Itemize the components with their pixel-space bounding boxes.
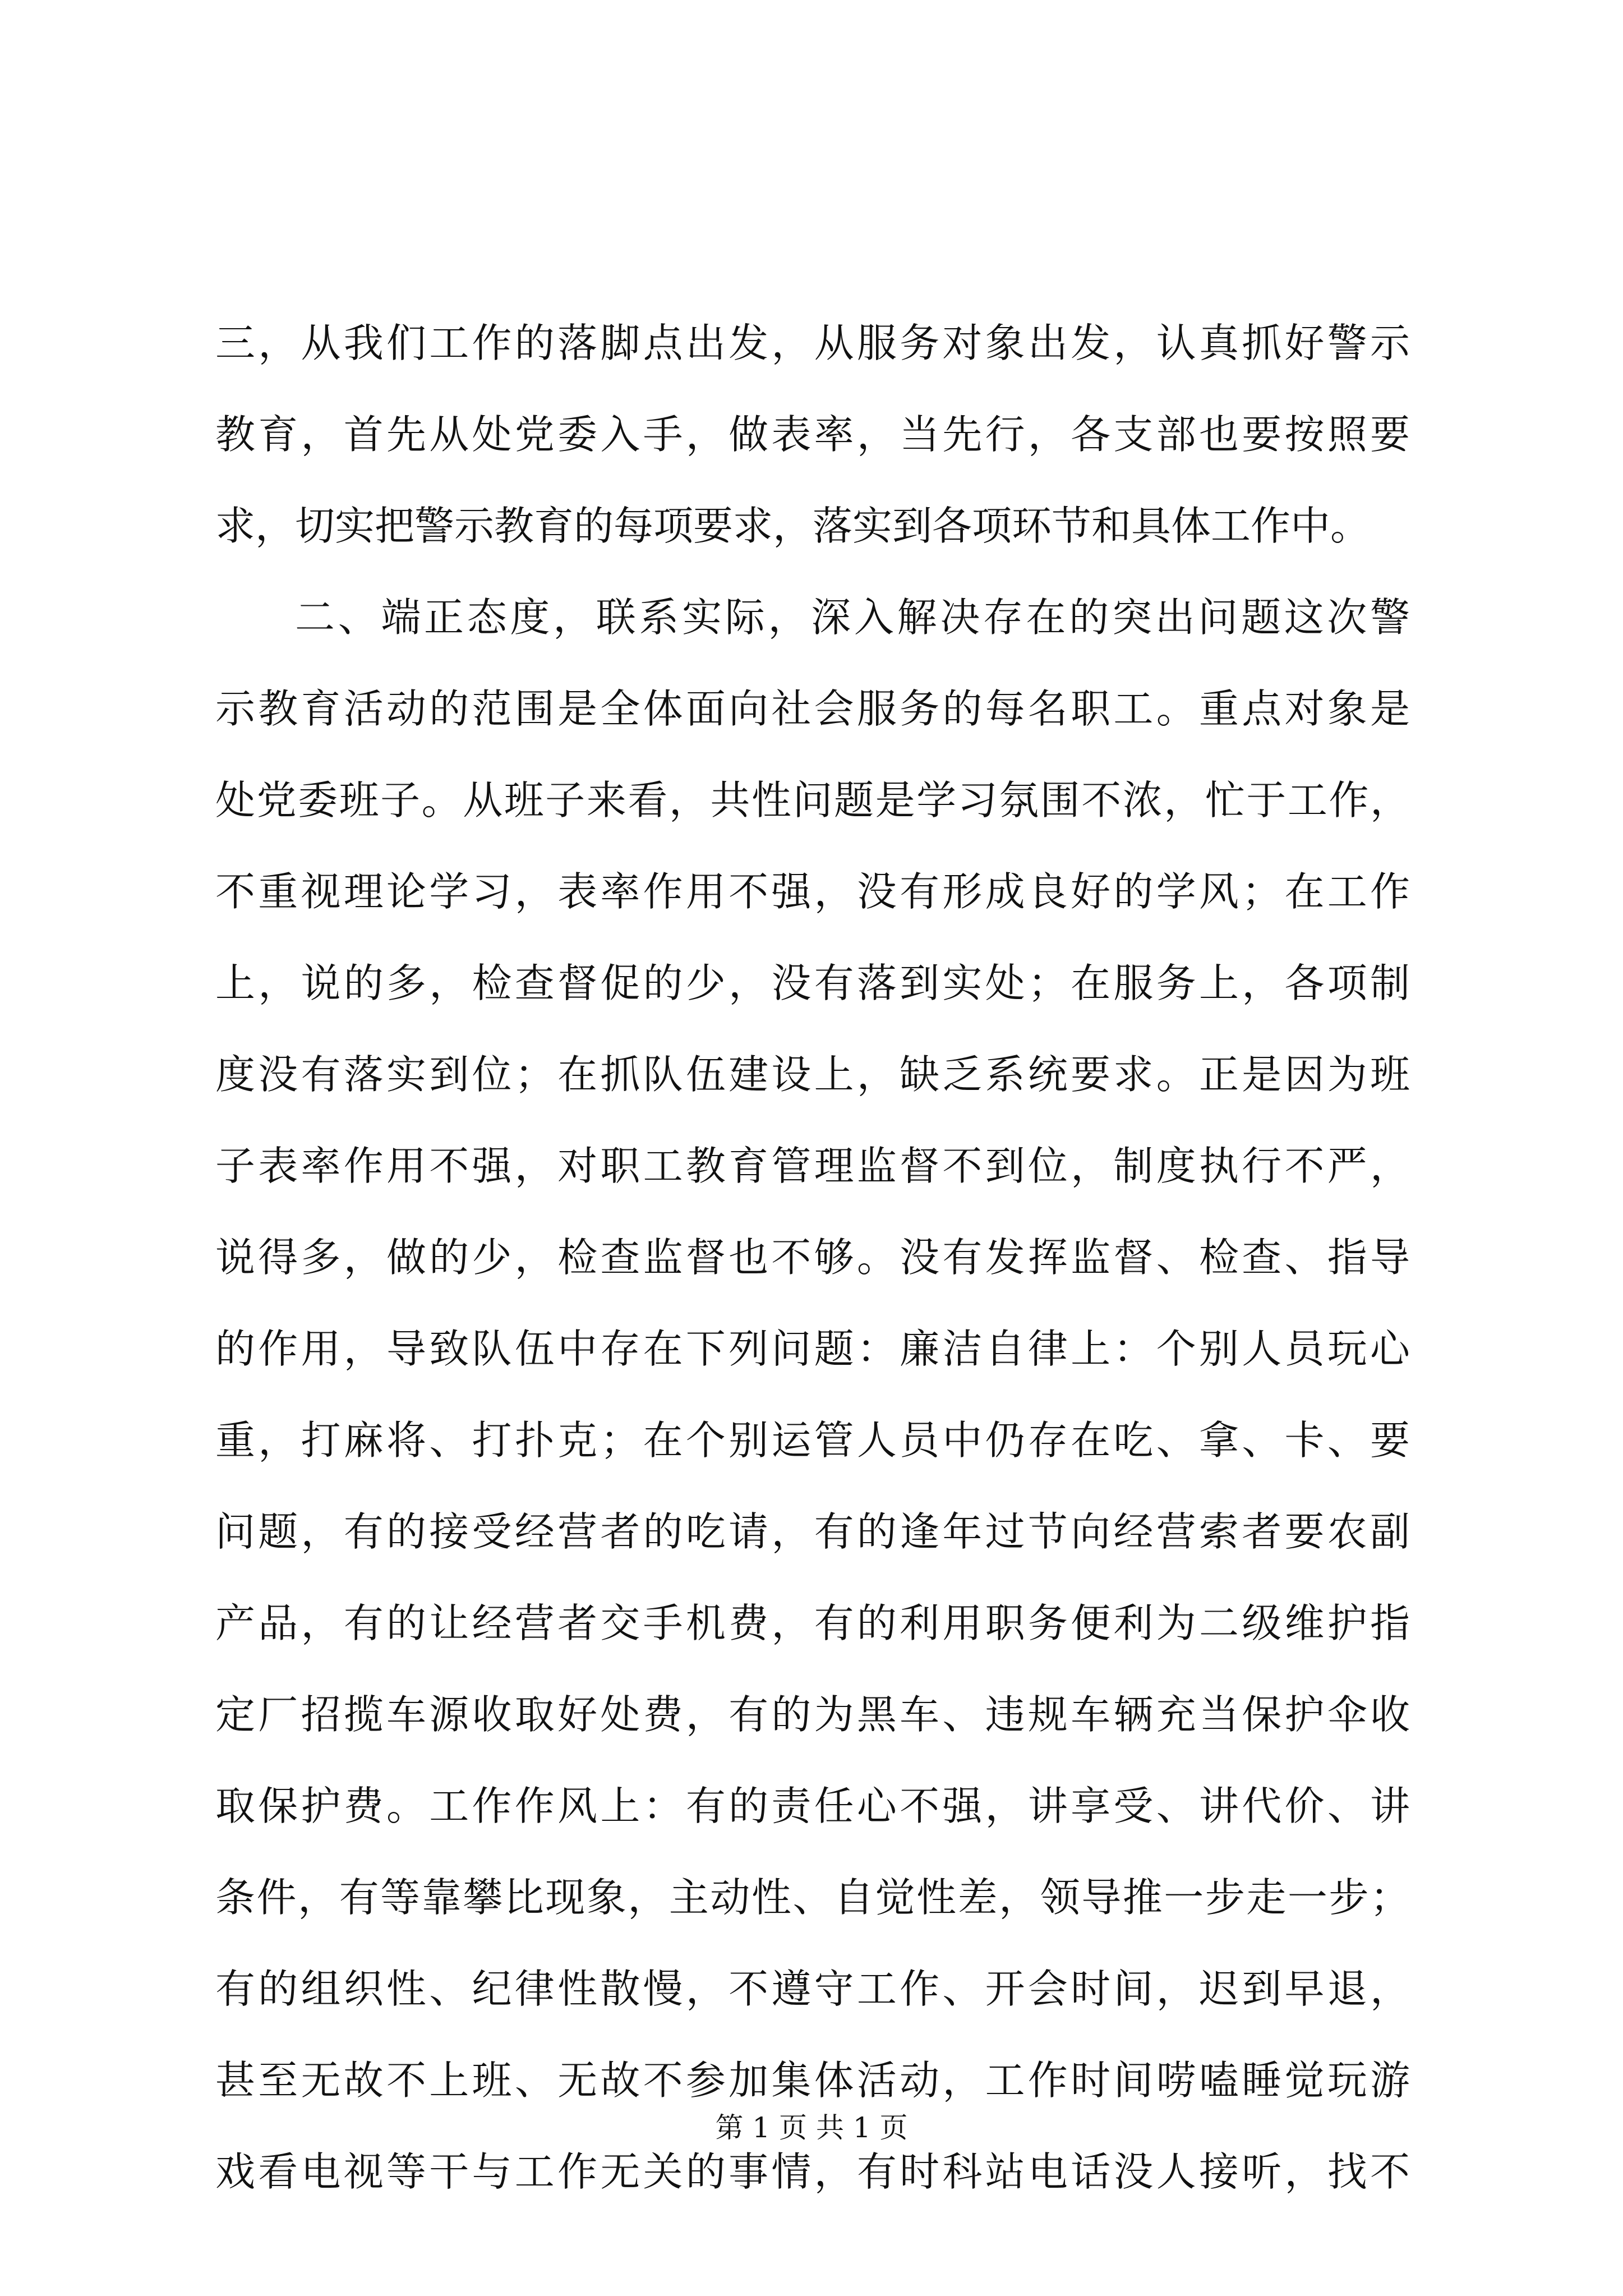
text-line: 不重视理论学习，表率作用不强，没有形成良好的学风；在工作 [215,868,1410,915]
text-line: 处党委班子。从班子来看，共性问题是学习氛围不浓，忙于工作， [215,777,1410,823]
text-line: 产品，有的让经营者交手机费，有的利用职务便利为二级维护指 [215,1600,1410,1646]
page-footer: 第 1 页 共 1 页 [715,2111,908,2144]
text-line: 二、端正态度，联系实际，深入解决存在的突出问题这次警 [295,594,1410,641]
text-line: 示教育活动的范围是全体面向社会服务的每名职工。重点对象是 [215,685,1410,732]
text-line: 有的组织性、纪律性散慢，不遵守工作、开会时间，迟到早退， [215,1966,1410,2012]
text-line: 的作用，导致队伍中存在下列问题：廉洁自律上：个别人员玩心 [215,1326,1410,1372]
text-line: 甚至无故不上班、无故不参加集体活动，工作时间唠嗑睡觉玩游 [215,2057,1410,2104]
text-line: 重，打麻将、打扑克；在个别运管人员中仍存在吃、拿、卡、要 [215,1417,1410,1464]
text-line: 求，切实把警示教育的每项要求，落实到各项环节和具体工作中。 [215,503,1371,549]
text-line: 教育，首先从处党委入手，做表率，当先行，各支部也要按照要 [215,411,1410,458]
text-line: 条件，有等靠攀比现象，主动性、自觉性差，领导推一步走一步； [215,1874,1410,1921]
text-line: 定厂招揽车源收取好处费，有的为黑车、违规车辆充当保护伞收 [215,1691,1410,1738]
text-line: 取保护费。工作作风上：有的责任心不强，讲享受、讲代价、讲 [215,1783,1410,1829]
document-body [215,297,1410,2217]
text-line: 说得多，做的少，检查监督也不够。没有发挥监督、检查、指导 [215,1234,1410,1281]
text-line: 度没有落实到位；在抓队伍建设上，缺乏系统要求。正是因为班 [215,1051,1410,1098]
text-line: 问题，有的接受经营者的吃请，有的逢年过节向经营索者要农副 [215,1508,1410,1555]
text-line: 上，说的多，检查督促的少，没有落到实处；在服务上，各项制 [215,960,1410,1006]
text-line: 三，从我们工作的落脚点出发，从服务对象出发，认真抓好警示 [215,320,1410,366]
text-line: 戏看电视等干与工作无关的事情，有时科站电话没人接听，找不 [215,2148,1410,2195]
text-line: 子表率作用不强，对职工教育管理监督不到位，制度执行不严， [215,1143,1410,1189]
